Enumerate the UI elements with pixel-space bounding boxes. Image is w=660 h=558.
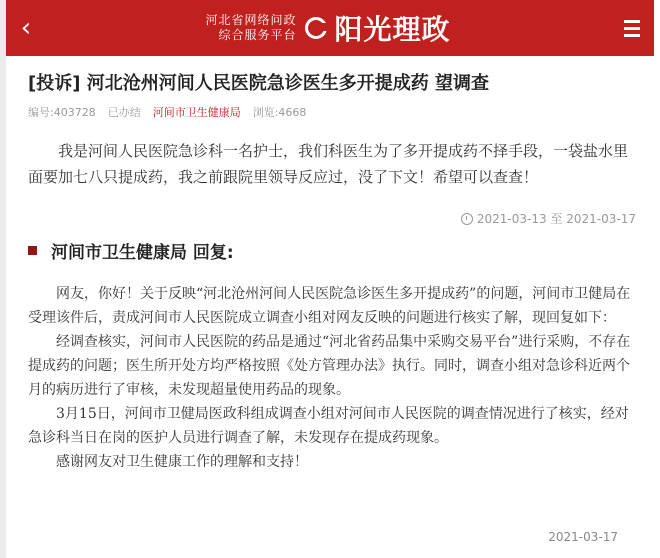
post-meta: [28, 104, 306, 120]
brand-ring-icon: [305, 17, 327, 39]
left-frame-strip: [0, 0, 6, 558]
brand-subtitle-line1: 河北省网络问政: [205, 13, 297, 27]
clock-icon: [461, 213, 473, 225]
reply-paragraph: 网友，你好！关于反映“河北沧州河间人民医院急诊医生多开提成药”的问题，河间市卫健局在受理该件后，责成河间市人民医院成立调查小组对网友反映的问题进行核实了解，现回复如下：: [28, 286, 631, 326]
app-header: [6, 0, 654, 56]
back-button[interactable]: [6, 0, 46, 56]
post-date-range: [461, 210, 636, 227]
complaint-content: 我是河间人民医院急诊科一名护士，我们科医生为了多开提成药不择手段，一袋盐水里面要加七八只提成药，我之前跟院里领导反应过，没了下文！希望可以查查！: [28, 142, 629, 186]
department-link[interactable]: 河间市卫生健康局: [152, 106, 241, 119]
post-status: 已办结: [107, 106, 141, 119]
reply-paragraph: 感谢网友对卫生健康工作的理解和支持！: [56, 454, 308, 470]
reply-header: [28, 238, 234, 263]
reply-body: [28, 282, 638, 474]
chevron-left-icon: ‹: [20, 13, 32, 43]
hamburger-menu-icon: [624, 20, 640, 23]
reply-title: 河间市卫生健康局 回复:: [51, 243, 234, 263]
post-title: [投诉] 河北沧州河间人民医院急诊医生多开提成药 望调查: [28, 73, 489, 94]
menu-button[interactable]: [610, 0, 654, 56]
brand-name: 阳光理政: [334, 13, 451, 46]
reply-date: 2021-03-17: [548, 530, 618, 544]
square-bullet-icon: [28, 246, 37, 255]
reply-paragraph: 3月15日，河间市卫健局医政科组成调查小组对河间市人民医院的调查情况进行了核实，经对急诊科当日在岗的医护人员进行调查了解，未发现存在提成药现象。: [28, 406, 629, 446]
date-range-text: 2021-03-13 至 2021-03-17: [476, 212, 636, 226]
post-id: 编号:403728: [28, 106, 96, 119]
view-count: 浏览:4668: [252, 106, 307, 119]
reply-paragraph: 经调查核实，河间市人民医院的药品是通过“河北省药品集中采购交易平台”进行采购，不存在提成药的问题；医生所开处方均严格按照《处方管理办法》执行。同时，调查小组对急诊科近两个月的病历进行了审核，未发现超量使用药品的现象。: [28, 334, 631, 398]
brand-subtitle: [205, 13, 296, 43]
brand-logo-area: [46, 8, 610, 48]
brand-subtitle-line2: 综合服务平台: [218, 28, 297, 42]
